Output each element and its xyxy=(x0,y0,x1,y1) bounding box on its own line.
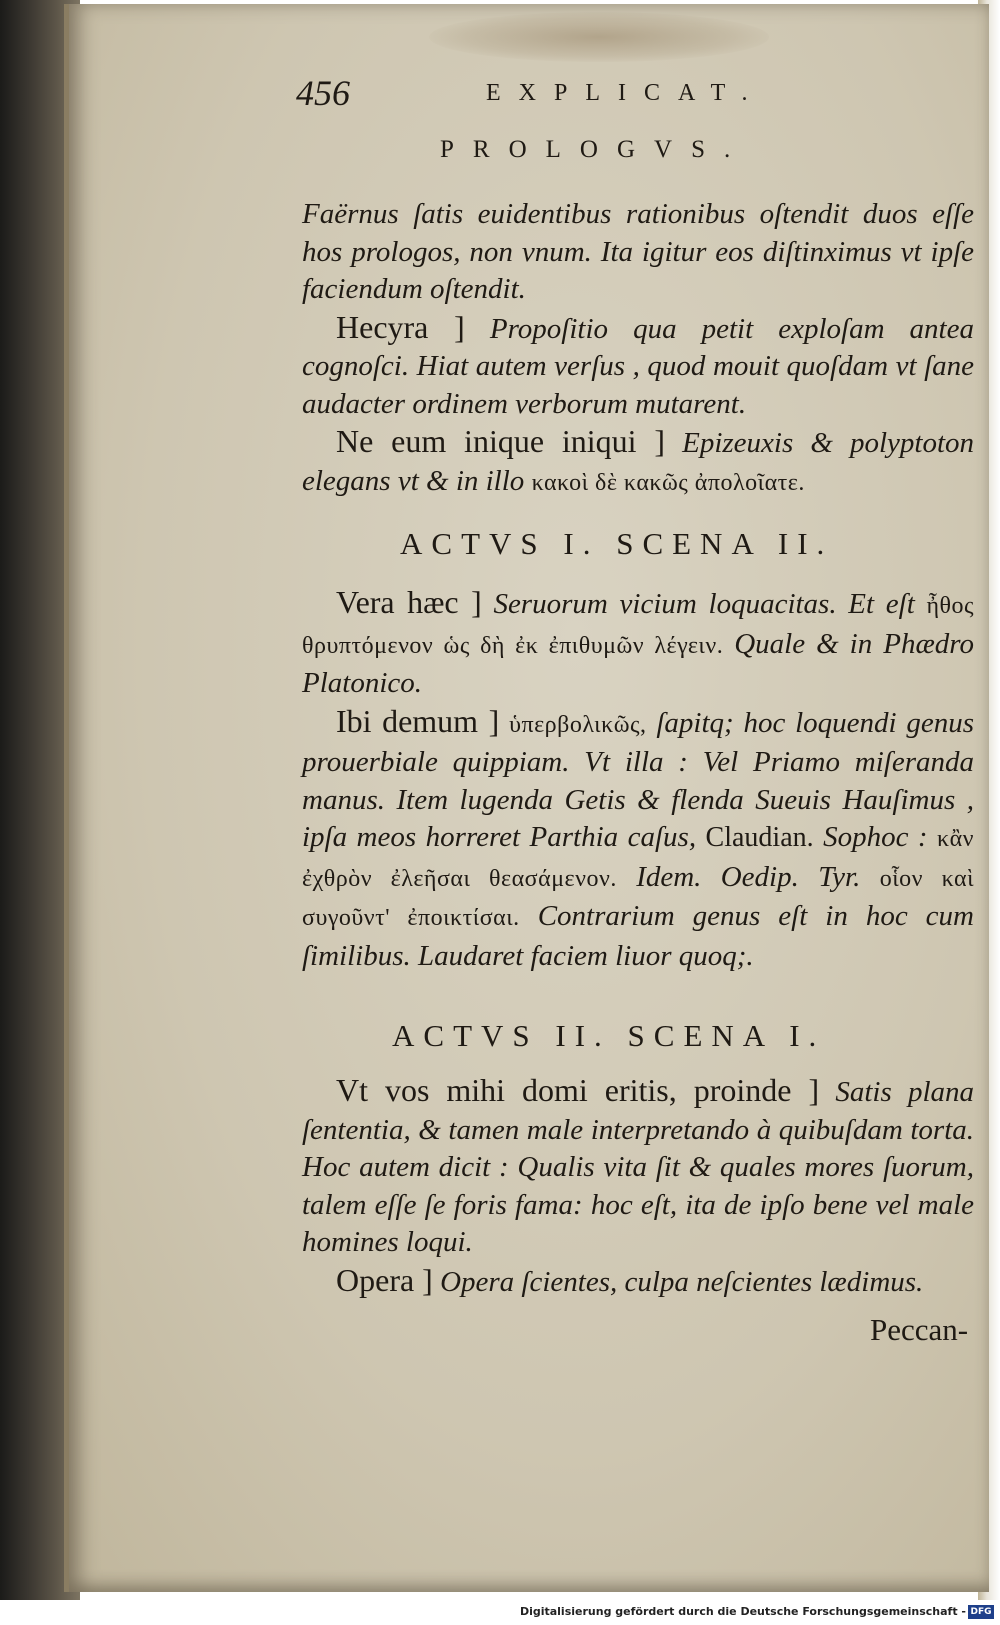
greek-quotation: ὑπερβολικῶς, xyxy=(509,711,647,738)
greek-quotation: κακοὶ δὲ κακῶς ἀπολοῖατε. xyxy=(531,469,805,496)
lemma: Vt vos mihi domi eritis, proinde ] xyxy=(336,1072,820,1108)
commentary-text: Sophoc : xyxy=(823,821,928,853)
prologus-paragraph-1: Faërnus ſatis euidentibus rationibus oſtendit duos eſſe hos prologos, non vnum. Ita igitur eos diſtinximus vt ipſe faciendum oſtendit. xyxy=(302,198,974,305)
commentary-text: Quale & in Phædro Platonico. xyxy=(302,627,974,699)
page-stain xyxy=(429,12,769,62)
page-number: 456 xyxy=(296,73,350,113)
greek-quotation: οἷον καὶ συγοῦντ' ἐποικτίσαι. xyxy=(302,865,975,931)
lemma: Ibi demum ] xyxy=(336,702,500,739)
running-head: EXPLICAT. xyxy=(486,80,766,106)
commentary-text: Contrarium genus eſt in hoc cum ſimilibus. Laudaret faciem liuor quoq;. xyxy=(302,900,975,972)
section-heading-prologus: PROLOGVS. xyxy=(440,136,750,163)
greek-quotation: κἂν ἐχθρὸν ἐλεῆσαι θεασάμενον. xyxy=(302,826,975,892)
author-reference: Claudian. xyxy=(705,822,814,853)
commentary-text: Propoſitio qua petit exploſam antea cognoſci. Hiat autem verſus , quod mouit quoſdam vt ſane audacter ordinem verborum mutarent. xyxy=(302,312,974,420)
actus1-paragraph-2 xyxy=(302,703,974,976)
prologus-paragraph-3 xyxy=(302,423,974,502)
lemma: Hecyra ] xyxy=(336,308,465,345)
actus2-body xyxy=(302,1072,974,1301)
actus2-paragraph-2 xyxy=(302,1262,974,1302)
actus1-paragraph-1 xyxy=(302,584,974,703)
lemma: Opera ] xyxy=(336,1261,433,1298)
prologus-body xyxy=(302,196,974,502)
commentary-text: Seruorum vicium loquacitas. Et eſt xyxy=(493,588,915,620)
page-header xyxy=(296,72,836,116)
commentary-text: ſapitq; hoc loquendi genus prouerbiale quippiam. Vt illa : Vel Priamo miſeranda manus. Item lugenda Getis & flenda Sueuis Hauſimus , ipſa meos horreret Parthia caſus, xyxy=(302,706,975,853)
actus2-paragraph-1 xyxy=(302,1072,974,1262)
lemma: Ne eum inique iniqui ] xyxy=(336,423,666,459)
commentary-text: Idem. Oedip. Tyr. xyxy=(636,860,861,893)
commentary-text: Satis plana ſententia, & tamen male interpretando à quibuſdam torta. Hoc autem dicit : Qualis vita ſit & quales mores ſuorum, talem eſſe ſe foris fama: hoc eſt, ita de ipſo bene vel male homines loqui. xyxy=(302,1076,975,1258)
commentary-text: Opera ſcientes, culpa neſcientes lædimus. xyxy=(440,1265,924,1298)
catchword: Peccan- xyxy=(870,1312,969,1347)
section-heading-actus-1: ACTVS I. SCENA II. xyxy=(400,526,834,561)
commentary-text: Epizeuxis & polyptoton elegans vt & in illo xyxy=(302,427,975,497)
greek-quotation: ἦθος θρυπτόμενον ὡς δὴ ἐκ ἐπιθυμῶν λέγειν. xyxy=(302,593,975,659)
footer-bar xyxy=(0,1600,1000,1625)
actus1-body xyxy=(302,584,974,975)
section-heading-actus-2: ACTVS II. SCENA I. xyxy=(392,1018,826,1053)
prologus-paragraph-2 xyxy=(302,309,974,424)
dfg-logo-icon: DFG xyxy=(968,1605,994,1619)
lemma: Vera hæc ] xyxy=(336,584,482,620)
digitization-credit: Digitalisierung gefördert durch die Deutsche Forschungsgemeinschaft - xyxy=(519,1605,966,1618)
